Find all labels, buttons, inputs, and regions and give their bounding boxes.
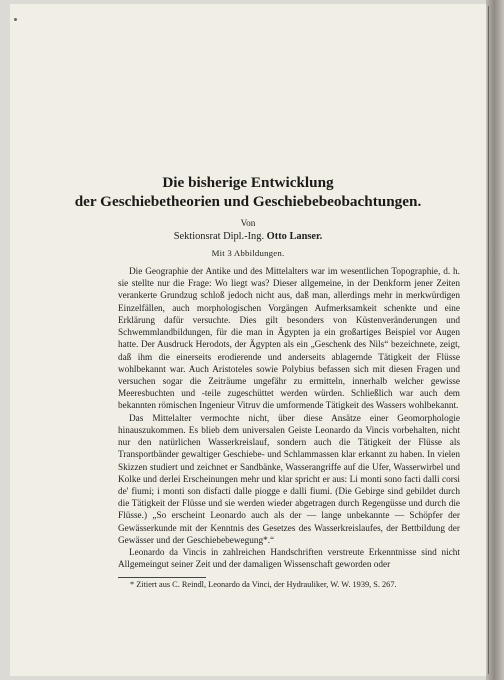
article-body [118,266,460,571]
byline-von: Von [240,218,256,228]
footnote: * Zitiert aus C. Reindl, Leonardo da Vinci, der Hydrauliker, W. W. 1939, S. 267. [130,580,397,589]
figures-note: Mit 3 Abbildungen. [211,248,285,258]
document-page [10,4,486,676]
page-speck [14,18,17,21]
article-title-line-1: Die bisherige Entwicklung [162,174,334,191]
author-name: Otto Lanser. [266,231,323,242]
paragraph-3: Leonardo da Vincis in zahlreichen Handschriften verstreute Erkenntnisse sind nicht Allgemeingut seiner Zeit und der damaligen Wissenschaft geworden oder [118,548,460,571]
author-line [10,231,486,242]
footnote-rule [118,577,206,578]
article-title-line-2: der Geschiebetheorien und Geschiebebeobachtungen. [74,193,422,210]
paragraph-2: Das Mittelalter vermochte nicht, über diese Ansätze einer Geomorphologie hinauszukommen. Es blieb dem universalen Geiste Leonardo da Vincis vorbehalten, nicht nur den natürlichen Wasserkreislauf, sondern auch die Tätigkeit der Flüsse als Transportbänder gewaltiger Geschiebe- und Schlammassen klar erkannt zu haben. In vielen Skizzen studiert und zeichnet er Sandbänke, Wasserangriffe auf die Ufer, Wasserwirbel und Kolke und derlei Erscheinungen mehr und klar spricht er aus: Li monti sono facti dalli corsi de' fiumi; i monti son disfacti dalle piogge e dalli fiumi. (Die Gebirge sind gebildet durch die Tätigkeit der Flüsse und sie werden wieder abgetragen durch Regengüsse und durch die Flüsse.) „So erscheint Leonardo auch als der — lange unbekannte — Schöpfer der Gewässerkunde mit der Kenntnis des Gesetzes des Wasserkreislaufes, der Bettbildung der Gewässer und der Geschiebebewegung*.“ [118,413,460,546]
paragraph-1: Die Geographie der Antike und des Mittelalters war im wesentlichen Topographie, d. h. sie stellte nur die Frage: Wo liegt was? Dieser allgemeine, in der Denkform jener Zeiten verankerte Grundzug schloß jedoch nicht aus, daß man, allerdings mehr in merkwürdigen Einzelfällen, auch morphologischen Vorgängen Aufmerksamkeit schenkte und eine Erklärung dafür versuchte. Dies gilt besonders von Küstenveränderungen und Schwemmlandbildungen, für die man in Ägypten ja ein großartiges Beispiel vor Augen hatte. Der Ausdruck Herodots, der Ägypten als ein „Geschenk des Nils“ bezeichnete, zeigt, daß ihm die einerseits erodierende und anderseits ablagernde Tätigkeit der Flüsse wohlbekannt war. Auch Aristoteles sowie Polybius befassen sich mit diesen Fragen und versuchen sogar die Zeiträume ungefähr zu ermitteln, innerhalb welcher gewisse Meeresbuchten und -teile zugeschüttet werden würden. Schließlich war auch dem bekannten römischen Ingenieur Vitruv die umformende Tätigkeit des Wassers wohlbekannt. [118,267,460,412]
author-prefix: Sektionsrat Dipl.-Ing. [173,231,267,242]
page-edge-line [488,6,489,674]
